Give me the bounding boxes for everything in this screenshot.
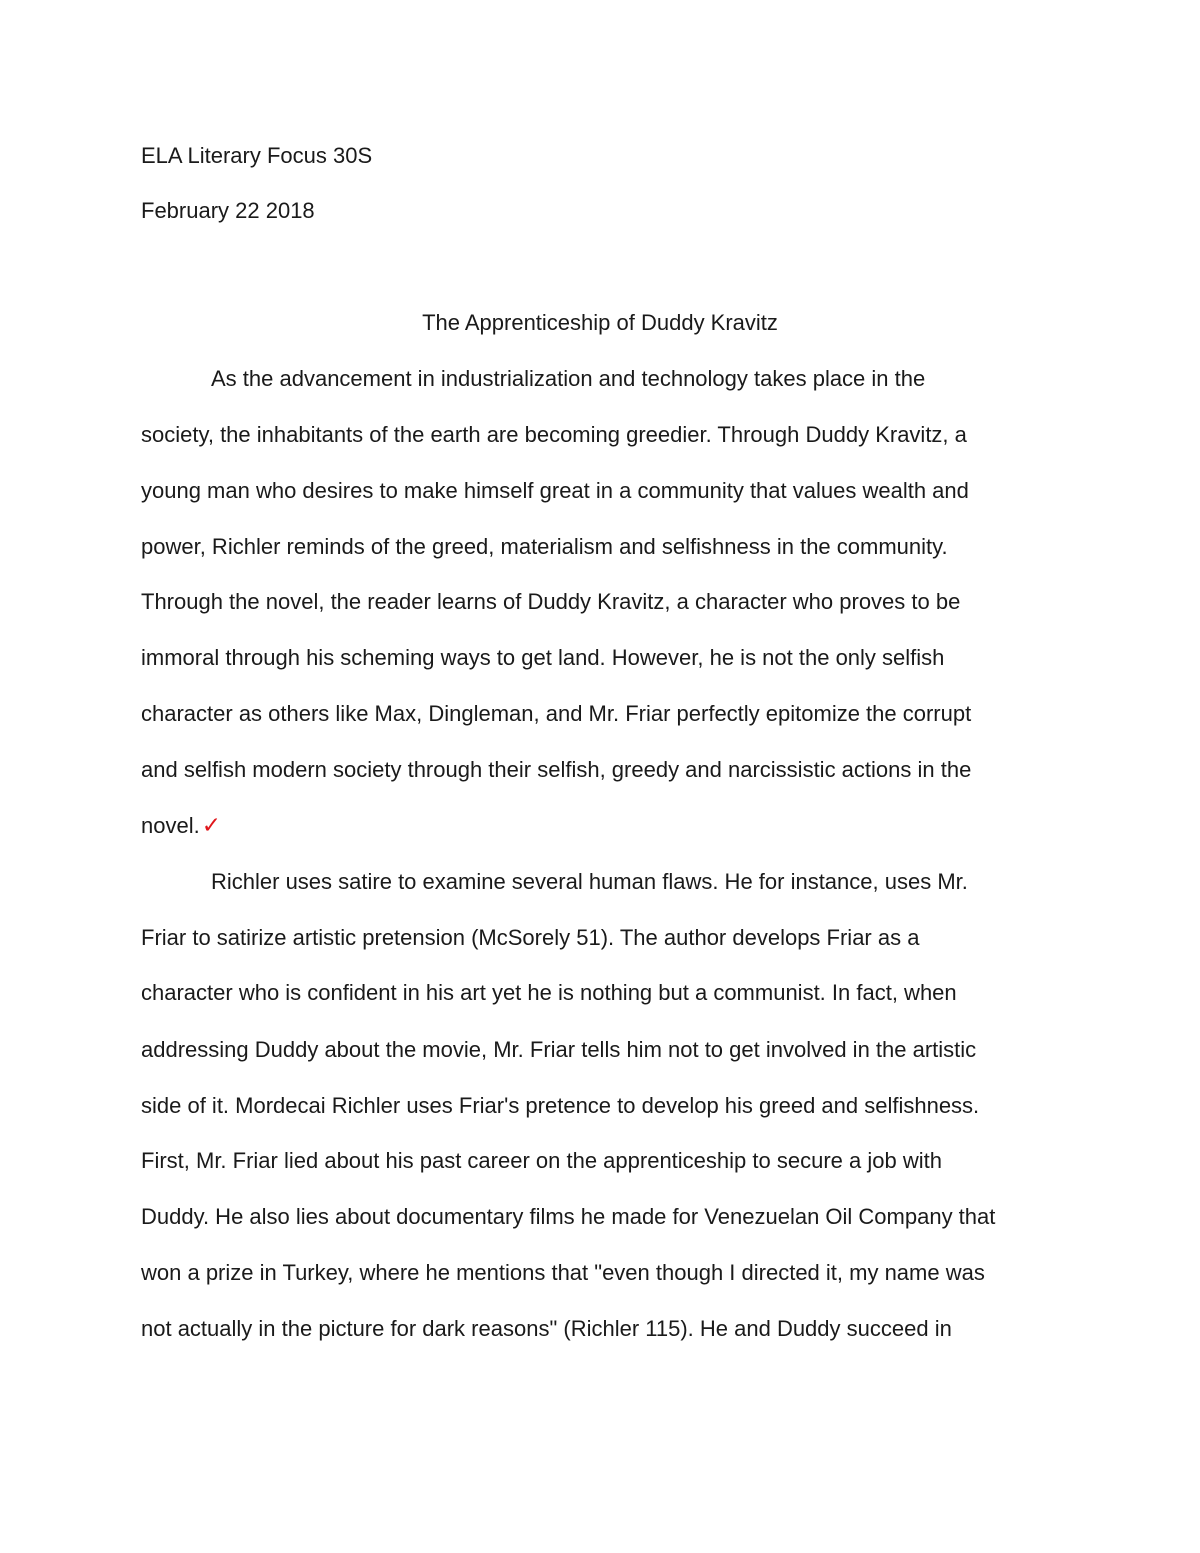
paragraph-2-line-3: character who is confident in his art yet he is nothing but a communist. In fact, when	[141, 980, 957, 1005]
paragraph-2-line-4: addressing Duddy about the movie, Mr. Friar tells him not to get involved in the artistic	[141, 1037, 977, 1062]
paragraph-2-line-1: Richler uses satire to examine several human flaws. He for instance, uses Mr.	[211, 869, 968, 894]
paragraph-1-line-5: Through the novel, the reader learns of Duddy Kravitz, a character who proves to be	[141, 589, 961, 614]
paragraph-2-line-6: First, Mr. Friar lied about his past career on the apprenticeship to secure a job with	[141, 1148, 942, 1173]
paragraph-2-line-5: side of it. Mordecai Richler uses Friar's pretence to develop his greed and selfishness.	[141, 1093, 980, 1118]
paragraph-1-line-4: power, Richler reminds of the greed, materialism and selfishness in the community.	[141, 534, 948, 559]
paragraph-1-line-2: society, the inhabitants of the earth are becoming greedier. Through Duddy Kravitz, a	[141, 422, 967, 447]
paragraph-1-line-1: As the advancement in industrialization and technology takes place in the	[211, 366, 926, 391]
date-heading: February 22 2018	[141, 198, 315, 223]
course-heading: ELA Literary Focus 30S	[141, 143, 373, 168]
paragraph-1-line-6: immoral through his scheming ways to get land. However, he is not the only selfish	[141, 645, 945, 670]
red-check-mark-icon: ✓	[201, 813, 221, 839]
paragraph-2-line-7: Duddy. He also lies about documentary films he made for Venezuelan Oil Company that	[141, 1204, 996, 1229]
paragraph-2-line-9: not actually in the picture for dark reasons" (Richler 115). He and Duddy succeed in	[141, 1316, 952, 1341]
paragraph-1-line-7: character as others like Max, Dingleman, and Mr. Friar perfectly epitomize the corrupt	[141, 701, 972, 726]
paragraph-1-line-3: young man who desires to make himself great in a community that values wealth and	[141, 478, 969, 503]
paragraph-2-line-8: won a prize in Turkey, where he mentions that "even though I directed it, my name was	[141, 1260, 985, 1285]
paragraph-1-last-line	[141, 813, 221, 839]
paragraph-1-line-9: novel.	[141, 813, 200, 838]
essay-title: The Apprenticeship of Duddy Kravitz	[422, 310, 778, 335]
paragraph-1-line-8: and selfish modern society through their selfish, greedy and narcissistic actions in the	[141, 757, 972, 782]
paragraph-2-line-2: Friar to satirize artistic pretension (McSorely 51). The author develops Friar as a	[141, 925, 920, 950]
